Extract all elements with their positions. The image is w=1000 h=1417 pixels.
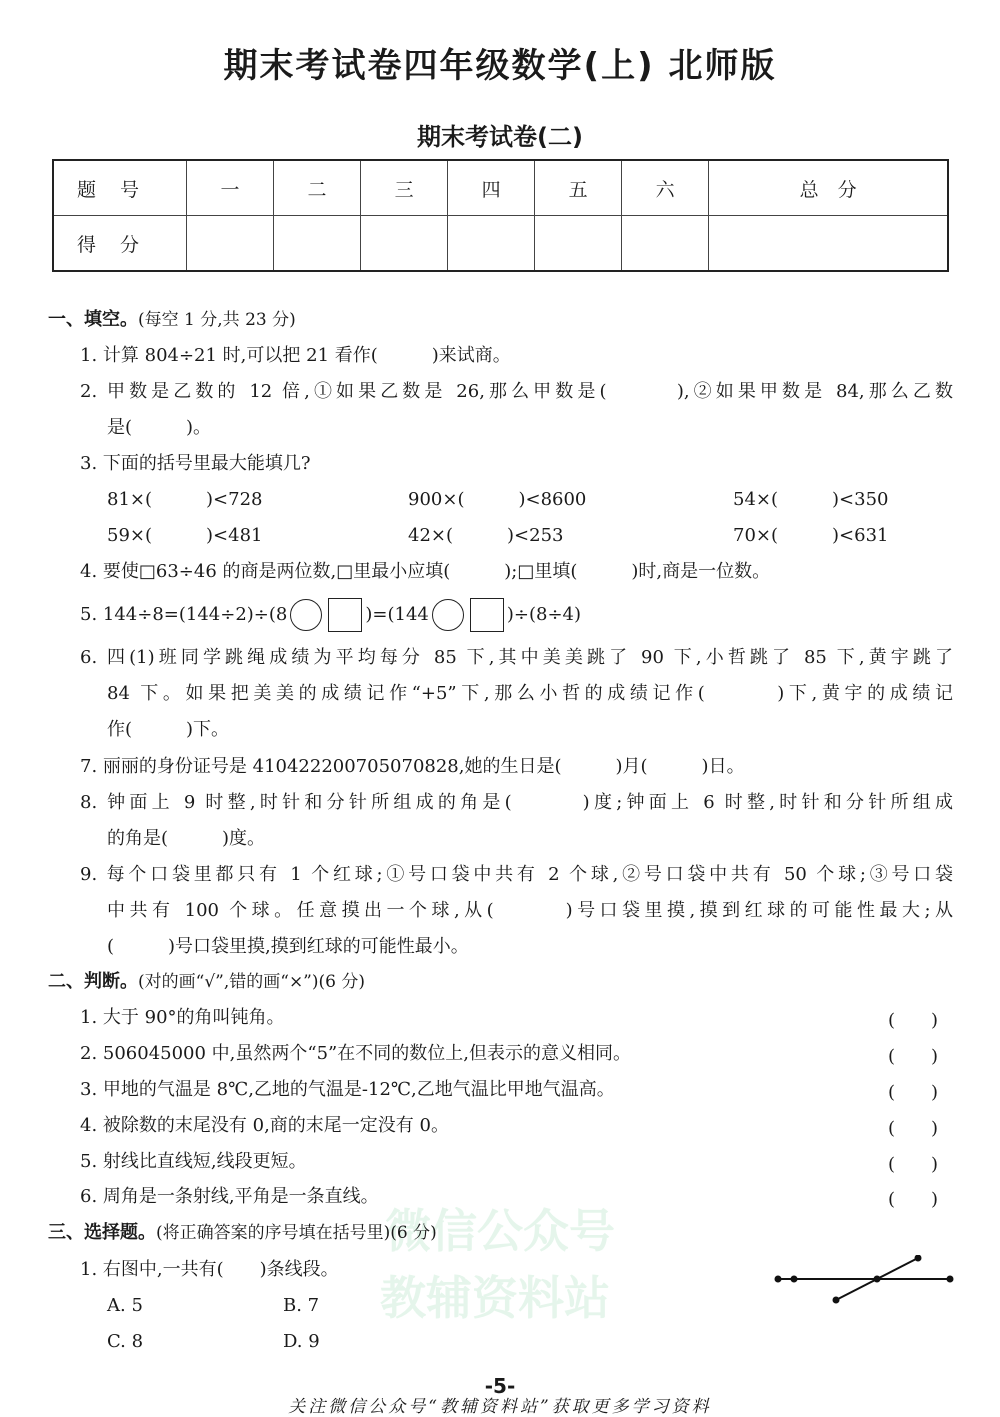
column-header: 三 <box>361 160 448 216</box>
section-heading <box>48 970 365 994</box>
question-item: 4. 被除数的末尾没有 0,商的末尾一定没有 0。 <box>80 1115 449 1136</box>
inequality-item: 81×( )<728 <box>107 489 263 510</box>
section-title: 一、填空。 <box>48 309 138 330</box>
section-note: (每空 1 分,共 23 分) <box>138 310 296 330</box>
choice-option: A. 5 <box>107 1295 143 1316</box>
section-heading <box>48 308 296 332</box>
answer-parentheses[interactable]: ( ) <box>888 1118 939 1139</box>
score-cell[interactable] <box>709 216 948 272</box>
section-heading <box>48 1221 437 1245</box>
section-title: 三、选择题。 <box>48 1222 156 1243</box>
choice-option: D. 9 <box>283 1331 320 1352</box>
column-header: 六 <box>622 160 709 216</box>
footer-note: 关注微信公众号“教辅资料站”获取更多学习资料 <box>288 1397 712 1417</box>
inequality-item: 59×( )<481 <box>107 525 263 546</box>
inequality-item: 54×( )<350 <box>733 489 889 510</box>
question-item: 2. 506045000 中,虽然两个“5”在不同的数位上,但表示的意义相同。 <box>80 1043 631 1064</box>
score-cell[interactable] <box>187 216 274 272</box>
column-header: 一 <box>187 160 274 216</box>
question-item: 7. 丽丽的身份证号是 410422200705070828,她的生日是( )月( )日。 <box>80 756 745 777</box>
question-item: 1. 右图中,一共有( )条线段。 <box>80 1259 339 1280</box>
watermark-text: 教辅资料站 <box>380 1271 610 1325</box>
number-box-blank[interactable] <box>470 598 504 632</box>
question-item: 6. 四(1)班同学跳绳成绩为平均每分 85 下,其中美美跳了 90 下,小哲跳了 85 下,黄宇跳了 <box>80 647 953 668</box>
column-header: 五 <box>535 160 622 216</box>
row-header: 题号 <box>53 160 187 216</box>
answer-parentheses[interactable]: ( ) <box>888 1010 939 1031</box>
operator-circle-blank[interactable] <box>432 599 464 631</box>
section-note: (对的画“√”,错的画“×”)(6 分) <box>138 972 365 992</box>
answer-parentheses[interactable]: ( ) <box>888 1154 939 1175</box>
question-item <box>80 598 581 632</box>
watermark-text: 微信公众号 <box>385 1204 615 1258</box>
score-table-score-row <box>53 216 948 272</box>
question-item: 2. 甲数是乙数的 12 倍,①如果乙数是 26,那么甲数是( ),②如果甲数是 84,那么乙数 <box>80 381 953 402</box>
equation-text: )÷(8÷4) <box>506 604 581 625</box>
answer-parentheses[interactable]: ( ) <box>888 1082 939 1103</box>
inequality-item: 42×( )<253 <box>408 525 564 546</box>
question-continuation: 的角是( )度。 <box>107 828 266 849</box>
column-header: 总 分 <box>709 160 948 216</box>
question-continuation: 中共有 100 个球。任意摸出一个球,从( )号口袋里摸,摸到红球的可能性最大;从 <box>107 900 953 921</box>
question-item: 9. 每个口袋里都只有 1 个红球;①号口袋中共有 2 个球,②号口袋中共有 50 个球;③号口袋 <box>80 864 953 885</box>
question-continuation: 84 下。如果把美美的成绩记作“+5”下,那么小哲的成绩记作( )下,黄宇的成绩记 <box>107 683 953 704</box>
equation-text: 5. 144÷8=(144÷2)÷(8 <box>80 604 288 625</box>
choice-option: B. 7 <box>283 1295 320 1316</box>
section-note: (将正确答案的序号填在括号里)(6 分) <box>156 1223 437 1243</box>
answer-parentheses[interactable]: ( ) <box>888 1046 939 1067</box>
question-item: 3. 甲地的气温是 8℃,乙地的气温是-12℃,乙地气温比甲地气温高。 <box>80 1079 615 1100</box>
score-cell[interactable] <box>622 216 709 272</box>
exam-subtitle: 期末考试卷(二) <box>417 123 583 151</box>
question-item: 1. 计算 804÷21 时,可以把 21 看作( )来试商。 <box>80 345 511 366</box>
score-cell[interactable] <box>448 216 535 272</box>
question-continuation: ( )号口袋里摸,摸到红球的可能性最小。 <box>107 936 469 957</box>
column-header: 四 <box>448 160 535 216</box>
score-cell[interactable] <box>274 216 361 272</box>
question-item: 8. 钟面上 9 时整,时针和分针所组成的角是( )度;钟面上 6 时整,时针和分针所组成 <box>80 792 953 813</box>
question-item: 4. 要使□63÷46 的商是两位数,□里最小应填( );□里填( )时,商是一位数。 <box>80 561 771 582</box>
line-segment-figure <box>770 1255 960 1310</box>
question-item: 6. 周角是一条射线,平角是一条直线。 <box>80 1186 379 1207</box>
column-header: 二 <box>274 160 361 216</box>
number-box-blank[interactable] <box>328 598 362 632</box>
choice-option: C. 8 <box>107 1331 144 1352</box>
operator-circle-blank[interactable] <box>290 599 322 631</box>
score-table-header-row <box>53 160 948 216</box>
page-number: -5- <box>484 1374 516 1398</box>
inequality-item: 70×( )<631 <box>733 525 889 546</box>
question-continuation: 是( )。 <box>107 417 212 438</box>
score-cell[interactable] <box>535 216 622 272</box>
row-header: 得分 <box>53 216 187 272</box>
score-cell[interactable] <box>361 216 448 272</box>
equation-text: )=(144 <box>365 604 429 625</box>
question-item: 3. 下面的括号里最大能填几? <box>80 453 311 474</box>
question-continuation: 作( )下。 <box>107 719 230 740</box>
page-title: 期末考试卷四年级数学(上) 北师版 <box>223 46 777 86</box>
question-item: 1. 大于 90°的角叫钝角。 <box>80 1007 285 1028</box>
answer-parentheses[interactable]: ( ) <box>888 1189 939 1210</box>
inequality-item: 900×( )<8600 <box>408 489 587 510</box>
score-table <box>52 159 949 272</box>
question-item: 5. 射线比直线短,线段更短。 <box>80 1151 307 1172</box>
section-title: 二、判断。 <box>48 971 138 992</box>
